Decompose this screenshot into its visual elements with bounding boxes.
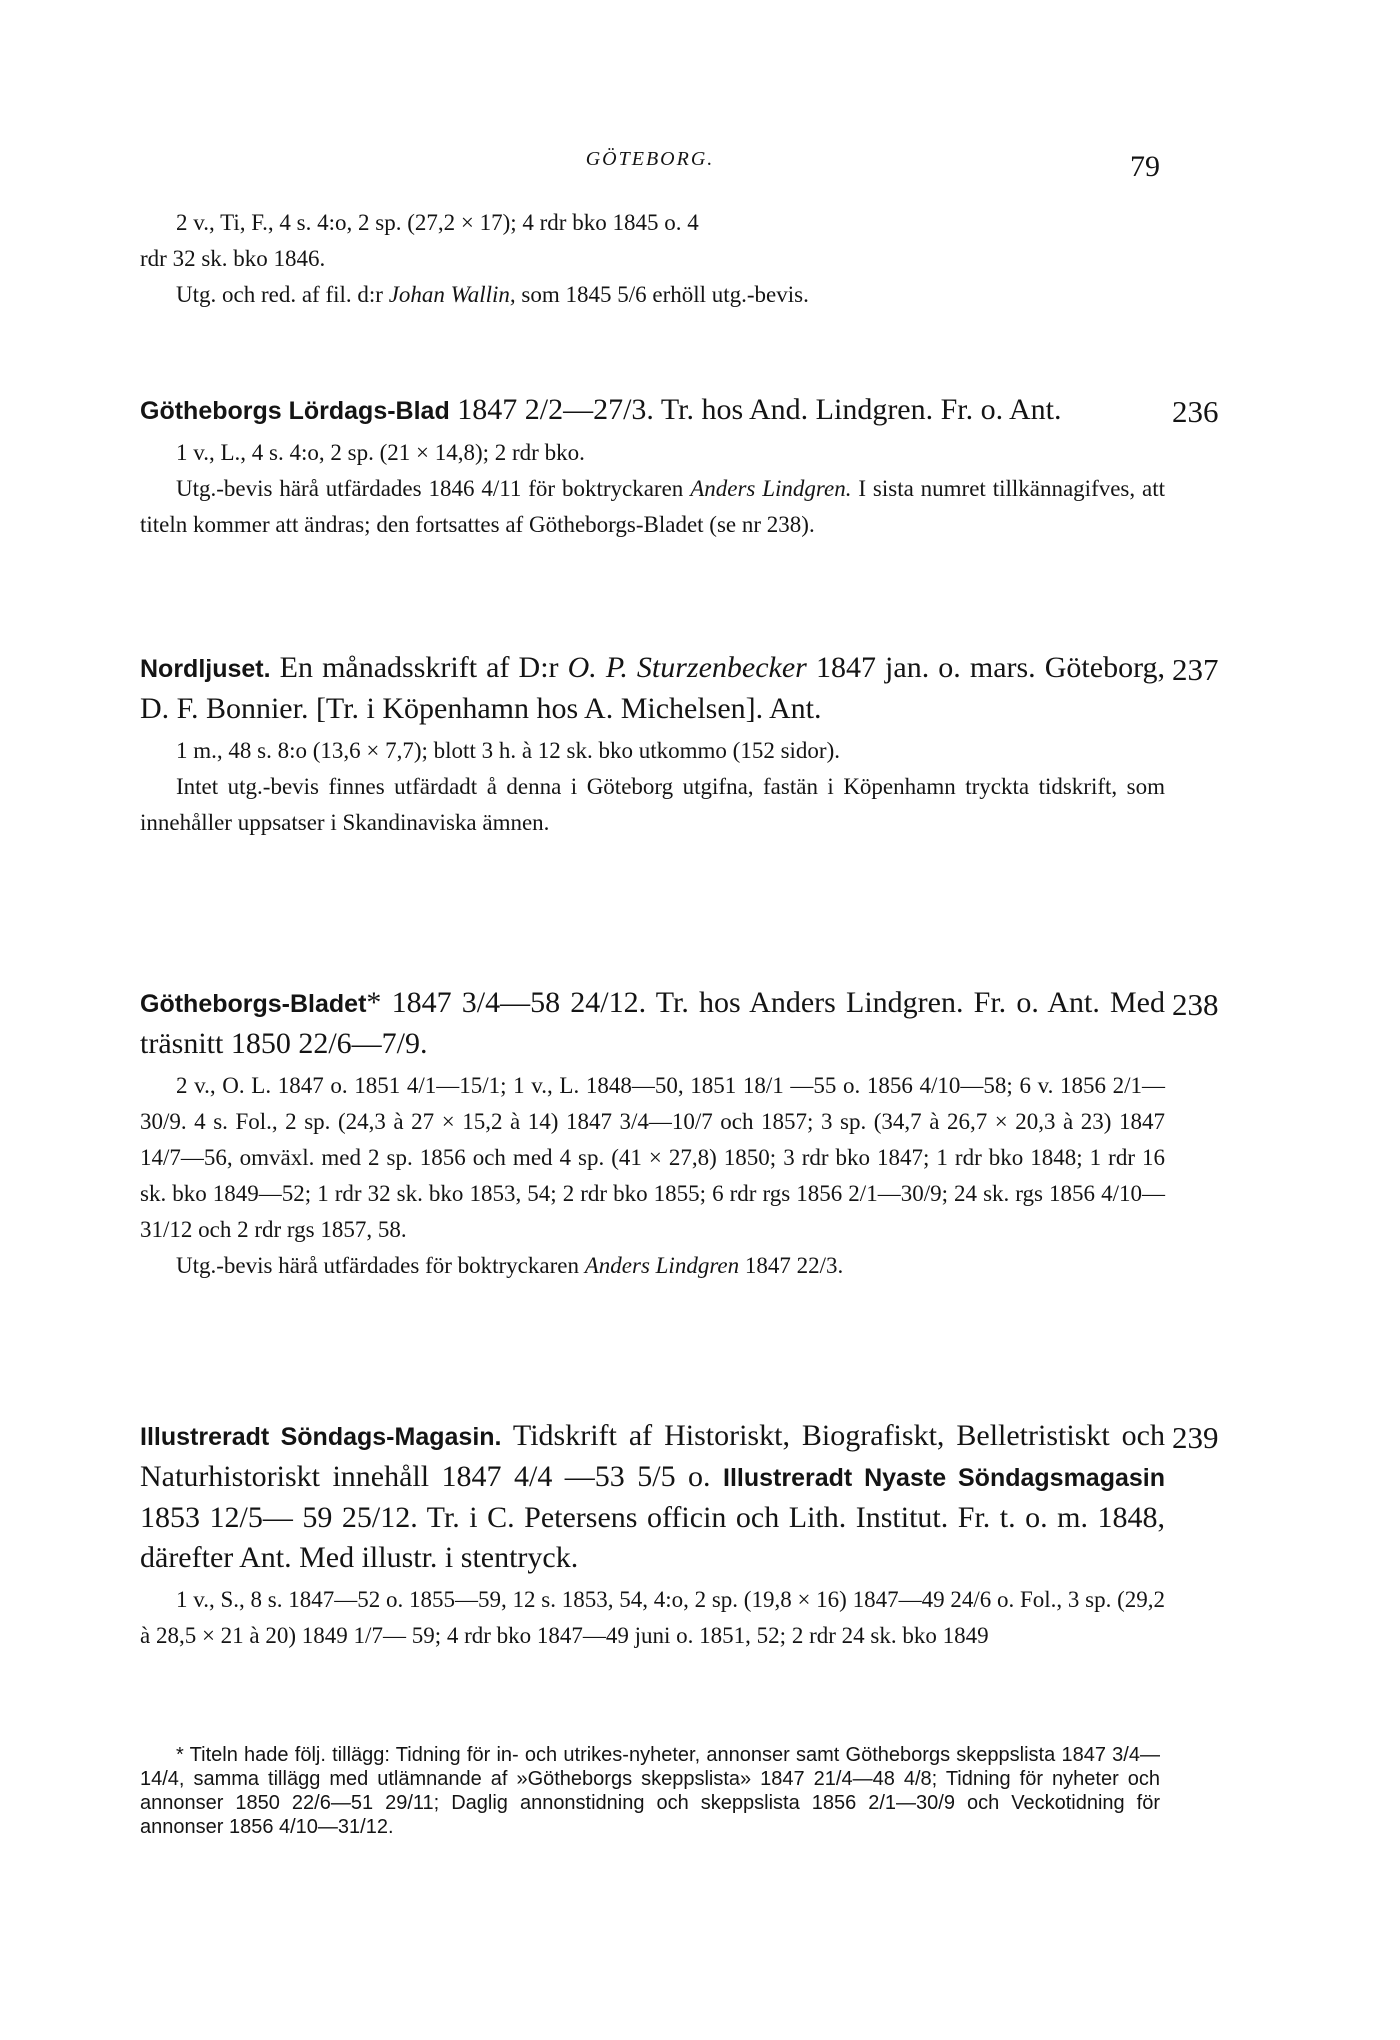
footnote-text: * Titeln hade följ. tillägg: Tidning för in- och utrikes-nyheter, annonser samt Götheborgs skeppslista 1847 3/4—14/4, samma tillägg med utlämnande af »Götheborgs skeppslista» 1847 21/4—48 4/8; Tidning för nyheter och annonser 1850 22/6—51 29/11; Daglig annonstidning och skeppslista 1856 2/1—30/9 och Veckotidning för annonser 1856 4/10—31/12.	[140, 1744, 1160, 1838]
periodical-name: Illustreradt Söndags-Magasin.	[140, 1423, 502, 1451]
entry-note: Intet utg.-bevis finnes utfärdadt å denna i Göteborg utgifna, fastän i Köpenhamn tryckta tidskrift, som innehåller uppsatser i Skandinaviska ämnen.	[140, 774, 1165, 835]
entry-number: 239	[1172, 1420, 1219, 1455]
detail-line: rdr 32 sk. bko 1846.	[140, 246, 326, 271]
entry-continuation	[140, 205, 1165, 313]
periodical-name: Nordljuset.	[140, 655, 271, 683]
page-header	[140, 148, 1160, 188]
editor-name: Johan Wallin,	[388, 282, 516, 307]
entry-details: 1 v., S., 8 s. 1847—52 o. 1855—59, 12 s. 1853, 54, 4:o, 2 sp. (19,8 × 16) 1847—49 24/6 o. Fol., 3 sp. (29,2 à 28,5 × 21 à 20) 1849 1/7— 59; 4 rdr bko 1847—49 juni o. 1851, 52; 2 rdr 24 sk. bko 1849	[140, 1587, 1166, 1648]
detail-line: 2 v., Ti, F., 4 s. 4:o, 2 sp. (27,2 × 17); 4 rdr bko 1845 o. 4	[176, 210, 699, 235]
entry-238	[140, 983, 1165, 1284]
running-head: GÖTEBORG.	[585, 148, 715, 170]
footnote	[140, 1743, 1160, 1839]
entry-details: 1 v., L., 4 s. 4:o, 2 sp. (21 × 14,8); 2 rdr bko.	[176, 440, 585, 465]
footnote-marker: *	[366, 986, 382, 1019]
entry-236	[140, 390, 1165, 543]
page-number: 79	[1130, 150, 1160, 183]
entry-239	[140, 1416, 1165, 1654]
entry-title: Götheborgs-Bladet* 1847 3/4—58 24/12. Tr. hos Anders Lindgren. Fr. o. Ant. Med träsnitt 1850 22/6—7/9.	[140, 986, 1166, 1060]
editor-note: Utg. och red. af fil. d:r Johan Wallin, som 1845 5/6 erhöll utg.-bevis.	[176, 282, 809, 307]
entry-note: Utg.-bevis härå utfärdades 1846 4/11 för boktryckaren Anders Lindgren. I sista numret tillkännagifves, att titeln kommer att ändras; den fortsattes af Götheborgs-Bladet (se nr 238).	[140, 476, 1166, 537]
entry-237	[140, 648, 1165, 841]
entry-number: 236	[1172, 394, 1219, 429]
entry-note: Utg.-bevis härå utfärdades för boktryckaren Anders Lindgren 1847 22/3.	[176, 1253, 844, 1278]
entry-title: Nordljuset. En månadsskrift af D:r O. P. Sturzenbecker 1847 jan. o. mars. Göteborg, D. F. Bonnier. [Tr. i Köpenhamn hos A. Michelsen]. Ant.	[140, 651, 1166, 725]
entry-details: 1 m., 48 s. 8:o (13,6 × 7,7); blott 3 h. à 12 sk. bko utkommo (152 sidor).	[176, 738, 840, 763]
entry-number: 238	[1172, 987, 1219, 1022]
entry-details: 2 v., O. L. 1847 o. 1851 4/1—15/1; 1 v., L. 1848—50, 1851 18/1 —55 o. 1856 4/10—58; 6 v. 1856 2/1—30/9. 4 s. Fol., 2 sp. (24,3 à 27 × 15,2 à 14) 1847 3/4—10/7 och 1857; 3 sp. (34,7 à 26,7 × 20,3 à 23) 1847 14/7—56, omväxl. med 2 sp. 1856 och med 4 sp. (41 × 27,8) 1850; 3 rdr bko 1847; 1 rdr bko 1848; 1 rdr 16 sk. bko 1849—52; 1 rdr 32 sk. bko 1853, 54; 2 rdr bko 1855; 6 rdr rgs 1856 2/1—30/9; 24 sk. rgs 1856 4/10—31/12 och 2 rdr rgs 1857, 58.	[140, 1073, 1165, 1242]
entry-number: 237	[1172, 652, 1219, 687]
periodical-name-later: Illustreradt Nyaste Söndagsmagasin	[723, 1464, 1165, 1492]
periodical-name: Götheborgs Lördags-Blad	[140, 397, 450, 425]
entry-title: Götheborgs Lördags-Blad 1847 2/2—27/3. Tr. hos And. Lindgren. Fr. o. Ant.	[140, 393, 1062, 426]
entry-title: Illustreradt Söndags-Magasin. Tidskrift af Historiskt, Biografiskt, Belletristiskt och Naturhistoriskt innehåll 1847 4/4 —53 5/5 o. Illustreradt Nyaste Söndagsmagasin 1853 12/5— 59 25/12. Tr. i C. Petersens officin och Lith. Institut. Fr. t. o. m. 1848, därefter Ant. Med illustr. i stentryck.	[140, 1419, 1165, 1574]
periodical-name: Götheborgs-Bladet	[140, 990, 367, 1018]
